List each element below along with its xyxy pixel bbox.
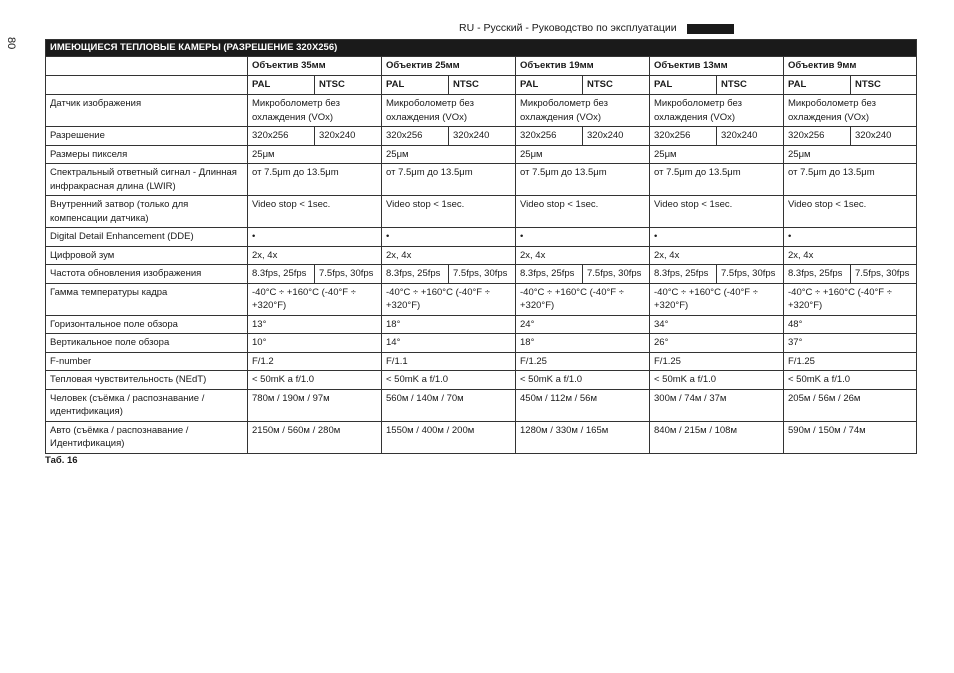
table-title-row xyxy=(46,40,917,57)
table-cell: 320x240 xyxy=(851,127,917,146)
table-cell: -40°C ÷ +160°C (-40°F ÷ +320°F) xyxy=(382,283,516,315)
lens-header: Объектив 13мм xyxy=(650,57,784,76)
table-cell: < 50mK a f/1.0 xyxy=(650,371,784,390)
table-cell: 320x256 xyxy=(516,127,583,146)
table-cell: 320x256 xyxy=(784,127,851,146)
row-label: F-number xyxy=(46,352,248,371)
table-cell: -40°C ÷ +160°C (-40°F ÷ +320°F) xyxy=(516,283,650,315)
table-cell: 8.3fps, 25fps xyxy=(516,265,583,284)
page-number: 80 xyxy=(5,37,17,50)
table-cell: 25μм xyxy=(650,145,784,164)
table-cell: 1550м / 400м / 200м xyxy=(382,421,516,453)
table-cell: • xyxy=(248,228,382,247)
row-label: Спектральный ответный сигнал - Длинная инфракрасная длина (LWIR) xyxy=(46,164,248,196)
empty-header-cell xyxy=(46,57,248,76)
table-cell: 840м / 215м / 108м xyxy=(650,421,784,453)
table-cell: Микроболометр без охлаждения (VOx) xyxy=(516,95,650,127)
lens-header-row xyxy=(46,57,917,76)
table-cell: от 7.5μm до 13.5μm xyxy=(784,164,917,196)
table-cell: F/1.1 xyxy=(382,352,516,371)
row-label: Тепловая чувствительность (NEdT) xyxy=(46,371,248,390)
table-cell: от 7.5μm до 13.5μm xyxy=(248,164,382,196)
table-cell: 780м / 190м / 97м xyxy=(248,389,382,421)
row-label: Цифровой зум xyxy=(46,246,248,265)
table-cell: F/1.25 xyxy=(650,352,784,371)
table-row xyxy=(46,228,917,247)
header-bar xyxy=(687,24,734,34)
thermal-cameras-spec-table xyxy=(45,39,917,454)
table-cell: Микроболометр без охлаждения (VOx) xyxy=(650,95,784,127)
table-row xyxy=(46,95,917,127)
table-cell: 320x256 xyxy=(650,127,717,146)
standard-header: PAL xyxy=(650,76,717,95)
table-caption: Таб. 16 xyxy=(45,455,78,466)
table-cell: 7.5fps, 30fps xyxy=(449,265,516,284)
standard-header: NTSC xyxy=(583,76,650,95)
row-label: Вертикальное поле обзора xyxy=(46,334,248,353)
row-label: Частота обновления изображения xyxy=(46,265,248,284)
table-cell: 2150м / 560м / 280м xyxy=(248,421,382,453)
table-cell: 25μм xyxy=(784,145,917,164)
table-cell: 7.5fps, 30fps xyxy=(315,265,382,284)
table-row xyxy=(46,371,917,390)
table-cell: 1280м / 330м / 165м xyxy=(516,421,650,453)
running-header: RU - Русский - Руководство по эксплуатации xyxy=(459,22,677,34)
table-cell: 320x240 xyxy=(449,127,516,146)
table-row xyxy=(46,389,917,421)
table-row xyxy=(46,127,917,146)
table-row xyxy=(46,421,917,453)
table-cell: • xyxy=(784,228,917,247)
row-label: Датчик изображения xyxy=(46,95,248,127)
table-row xyxy=(46,145,917,164)
table-cell: 2x, 4x xyxy=(382,246,516,265)
row-label: Авто (съёмка / распознавание / Идентификация) xyxy=(46,421,248,453)
table-cell: 320x240 xyxy=(315,127,382,146)
lens-header: Объектив 25мм xyxy=(382,57,516,76)
standard-header: NTSC xyxy=(717,76,784,95)
table-cell: 7.5fps, 30fps xyxy=(583,265,650,284)
table-cell: Video stop < 1sec. xyxy=(650,196,784,228)
empty-header-cell xyxy=(46,76,248,95)
row-label: Разрешение xyxy=(46,127,248,146)
standard-header: NTSC xyxy=(449,76,516,95)
table-cell: Video stop < 1sec. xyxy=(248,196,382,228)
table-cell: < 50mK a f/1.0 xyxy=(248,371,382,390)
standard-header-row xyxy=(46,76,917,95)
lens-header: Объектив 9мм xyxy=(784,57,917,76)
table-row xyxy=(46,283,917,315)
standard-header: PAL xyxy=(516,76,583,95)
table-cell: от 7.5μm до 13.5μm xyxy=(650,164,784,196)
table-cell: 10° xyxy=(248,334,382,353)
table-cell: Микроболометр без охлаждения (VOx) xyxy=(382,95,516,127)
table-cell: Video stop < 1sec. xyxy=(382,196,516,228)
table-row xyxy=(46,352,917,371)
standard-header: NTSC xyxy=(315,76,382,95)
table-row xyxy=(46,315,917,334)
table-cell: 7.5fps, 30fps xyxy=(717,265,784,284)
table-cell: Микроболометр без охлаждения (VOx) xyxy=(248,95,382,127)
table-cell: 320x256 xyxy=(382,127,449,146)
table-cell: 320x240 xyxy=(583,127,650,146)
table-cell: < 50mK a f/1.0 xyxy=(516,371,650,390)
table-row xyxy=(46,265,917,284)
table-cell: 48° xyxy=(784,315,917,334)
table-cell: 8.3fps, 25fps xyxy=(784,265,851,284)
table-cell: 2x, 4x xyxy=(650,246,784,265)
table-cell: -40°C ÷ +160°C (-40°F ÷ +320°F) xyxy=(784,283,917,315)
table-cell: 13° xyxy=(248,315,382,334)
table-cell: от 7.5μm до 13.5μm xyxy=(382,164,516,196)
table-cell: F/1.25 xyxy=(784,352,917,371)
table-cell: 8.3fps, 25fps xyxy=(382,265,449,284)
row-label: Digital Detail Enhancement (DDE) xyxy=(46,228,248,247)
table-cell: 24° xyxy=(516,315,650,334)
table-cell: 34° xyxy=(650,315,784,334)
standard-header: PAL xyxy=(784,76,851,95)
table-cell: 320x240 xyxy=(717,127,784,146)
standard-header: PAL xyxy=(248,76,315,95)
table-cell: < 50mK a f/1.0 xyxy=(382,371,516,390)
table-cell: -40°C ÷ +160°C (-40°F ÷ +320°F) xyxy=(248,283,382,315)
table-cell: -40°C ÷ +160°C (-40°F ÷ +320°F) xyxy=(650,283,784,315)
table-row xyxy=(46,334,917,353)
table-row xyxy=(46,164,917,196)
table-cell: 8.3fps, 25fps xyxy=(248,265,315,284)
table-cell: 7.5fps, 30fps xyxy=(851,265,917,284)
table-cell: • xyxy=(516,228,650,247)
table-row xyxy=(46,196,917,228)
table-cell: 560м / 140м / 70м xyxy=(382,389,516,421)
table-cell: 2x, 4x xyxy=(516,246,650,265)
table-cell: 37° xyxy=(784,334,917,353)
table-row xyxy=(46,246,917,265)
table-cell: Микроболометр без охлаждения (VOx) xyxy=(784,95,917,127)
table-cell: F/1.25 xyxy=(516,352,650,371)
table-cell: 300м / 74м / 37м xyxy=(650,389,784,421)
row-label: Размеры пикселя xyxy=(46,145,248,164)
table-cell: Video stop < 1sec. xyxy=(784,196,917,228)
table-cell: от 7.5μm до 13.5μm xyxy=(516,164,650,196)
table-cell: 205м / 56м / 26м xyxy=(784,389,917,421)
table-cell: 25μм xyxy=(516,145,650,164)
table-cell: 25μм xyxy=(382,145,516,164)
standard-header: PAL xyxy=(382,76,449,95)
standard-header: NTSC xyxy=(851,76,917,95)
table-cell: 18° xyxy=(382,315,516,334)
table-cell: 8.3fps, 25fps xyxy=(650,265,717,284)
table-cell: 26° xyxy=(650,334,784,353)
table-cell: 590м / 150м / 74м xyxy=(784,421,917,453)
table-cell: 2x, 4x xyxy=(784,246,917,265)
lens-header: Объектив 19мм xyxy=(516,57,650,76)
table-cell: 320x256 xyxy=(248,127,315,146)
table-title: ИМЕЮЩИЕСЯ ТЕПЛОВЫЕ КАМЕРЫ (РАЗРЕШЕНИЕ 320X256) xyxy=(46,40,917,57)
table-cell: 18° xyxy=(516,334,650,353)
table-cell: Video stop < 1sec. xyxy=(516,196,650,228)
table-cell: F/1.2 xyxy=(248,352,382,371)
row-label: Гамма температуры кадра xyxy=(46,283,248,315)
table-cell: • xyxy=(382,228,516,247)
table-cell: 14° xyxy=(382,334,516,353)
table-cell: • xyxy=(650,228,784,247)
row-label: Горизонтальное поле обзора xyxy=(46,315,248,334)
row-label: Человек (съёмка / распознавание / идентификация) xyxy=(46,389,248,421)
lens-header: Объектив 35мм xyxy=(248,57,382,76)
row-label: Внутренний затвор (только для компенсации датчика) xyxy=(46,196,248,228)
table-cell: 2x, 4x xyxy=(248,246,382,265)
table-cell: 25μм xyxy=(248,145,382,164)
table-cell: 450м / 112м / 56м xyxy=(516,389,650,421)
table-cell: < 50mK a f/1.0 xyxy=(784,371,917,390)
